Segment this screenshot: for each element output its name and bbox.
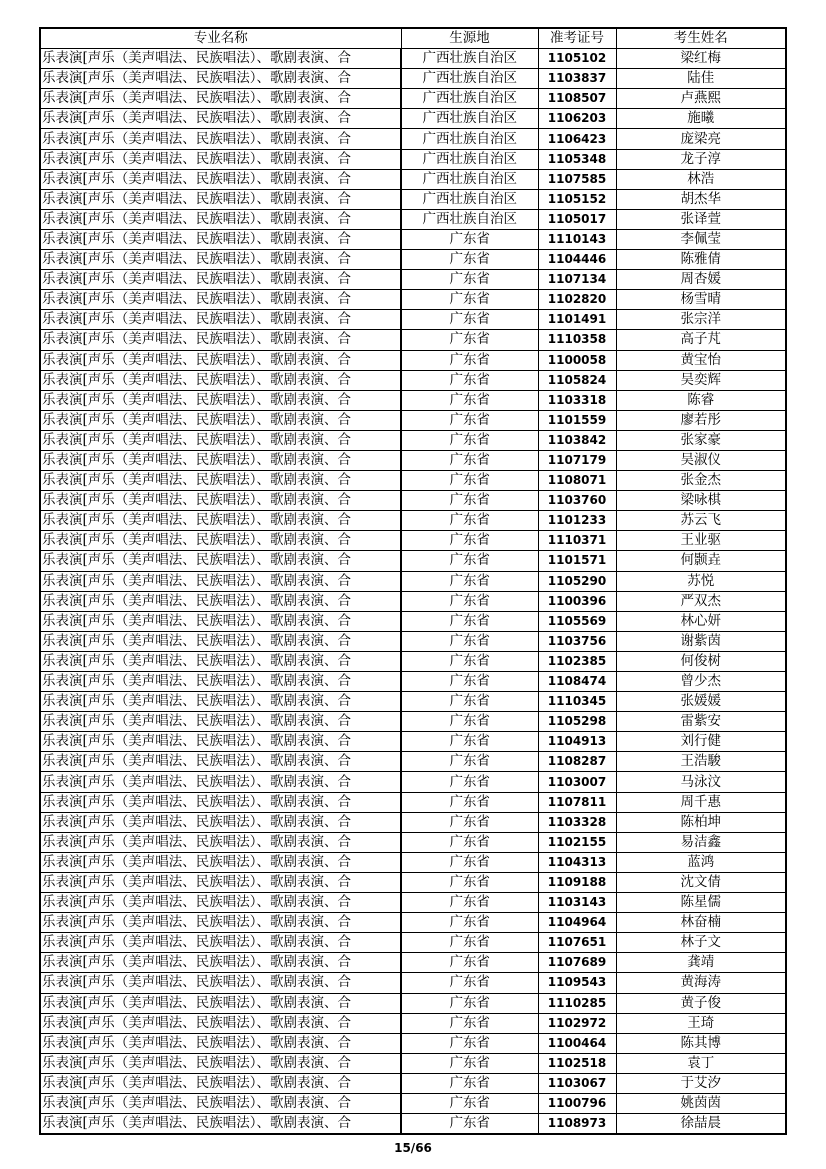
cell-major: 乐表演[声乐（美声唱法、民族唱法）、歌剧表演、合 <box>40 511 401 531</box>
cell-origin: 广东省 <box>401 270 538 290</box>
cell-candidate-name: 杨雪晴 <box>616 290 786 310</box>
cell-ticket-number: 1104313 <box>538 852 616 872</box>
cell-origin: 广东省 <box>401 330 538 350</box>
cell-major: 乐表演[声乐（美声唱法、民族唱法）、歌剧表演、合 <box>40 1114 401 1135</box>
cell-origin: 广西壮族自治区 <box>401 109 538 129</box>
cell-major: 乐表演[声乐（美声唱法、民族唱法）、歌剧表演、合 <box>40 732 401 752</box>
table-row <box>40 672 786 692</box>
cell-major: 乐表演[声乐（美声唱法、民族唱法）、歌剧表演、合 <box>40 49 401 69</box>
cell-major: 乐表演[声乐（美声唱法、民族唱法）、歌剧表演、合 <box>40 1033 401 1053</box>
cell-candidate-name: 陆佳 <box>616 69 786 89</box>
cell-candidate-name: 吴淑仪 <box>616 450 786 470</box>
cell-origin: 广西壮族自治区 <box>401 49 538 69</box>
cell-candidate-name: 易洁鑫 <box>616 832 786 852</box>
cell-origin: 广西壮族自治区 <box>401 169 538 189</box>
table-row <box>40 250 786 270</box>
cell-origin: 广东省 <box>401 591 538 611</box>
cell-candidate-name: 梁咏棋 <box>616 491 786 511</box>
cell-major: 乐表演[声乐（美声唱法、民族唱法）、歌剧表演、合 <box>40 1013 401 1033</box>
table-row <box>40 692 786 712</box>
cell-candidate-name: 龙子淳 <box>616 149 786 169</box>
cell-origin: 广西壮族自治区 <box>401 69 538 89</box>
cell-origin: 广东省 <box>401 953 538 973</box>
cell-major: 乐表演[声乐（美声唱法、民族唱法）、歌剧表演、合 <box>40 973 401 993</box>
cell-ticket-number: 1107179 <box>538 450 616 470</box>
cell-ticket-number: 1108071 <box>538 471 616 491</box>
cell-ticket-number: 1101559 <box>538 410 616 430</box>
table-row <box>40 370 786 390</box>
cell-major: 乐表演[声乐（美声唱法、民族唱法）、歌剧表演、合 <box>40 491 401 511</box>
table-row <box>40 732 786 752</box>
cell-ticket-number: 1105152 <box>538 189 616 209</box>
cell-major: 乐表演[声乐（美声唱法、民族唱法）、歌剧表演、合 <box>40 852 401 872</box>
cell-origin: 广东省 <box>401 832 538 852</box>
cell-ticket-number: 1103756 <box>538 631 616 651</box>
cell-ticket-number: 1100796 <box>538 1093 616 1113</box>
table-row <box>40 229 786 249</box>
table-row <box>40 531 786 551</box>
table-row <box>40 1053 786 1073</box>
cell-ticket-number: 1109543 <box>538 973 616 993</box>
cell-ticket-number: 1103143 <box>538 893 616 913</box>
table-row <box>40 129 786 149</box>
cell-candidate-name: 于艾汐 <box>616 1073 786 1093</box>
cell-major: 乐表演[声乐（美声唱法、民族唱法）、歌剧表演、合 <box>40 350 401 370</box>
table-row <box>40 390 786 410</box>
table-row <box>40 149 786 169</box>
table-row <box>40 571 786 591</box>
cell-origin: 广东省 <box>401 491 538 511</box>
cell-candidate-name: 谢紫茵 <box>616 631 786 651</box>
cell-ticket-number: 1105824 <box>538 370 616 390</box>
cell-ticket-number: 1103328 <box>538 812 616 832</box>
cell-ticket-number: 1110143 <box>538 229 616 249</box>
cell-major: 乐表演[声乐（美声唱法、民族唱法）、歌剧表演、合 <box>40 792 401 812</box>
cell-major: 乐表演[声乐（美声唱法、民族唱法）、歌剧表演、合 <box>40 390 401 410</box>
cell-major: 乐表演[声乐（美声唱法、民族唱法）、歌剧表演、合 <box>40 169 401 189</box>
cell-major: 乐表演[声乐（美声唱法、民族唱法）、歌剧表演、合 <box>40 832 401 852</box>
cell-ticket-number: 1100396 <box>538 591 616 611</box>
cell-major: 乐表演[声乐（美声唱法、民族唱法）、歌剧表演、合 <box>40 129 401 149</box>
table-row <box>40 913 786 933</box>
cell-ticket-number: 1107134 <box>538 270 616 290</box>
table-row <box>40 209 786 229</box>
cell-major: 乐表演[声乐（美声唱法、民族唱法）、歌剧表演、合 <box>40 631 401 651</box>
header-origin: 生源地 <box>401 28 538 49</box>
cell-candidate-name: 高子芃 <box>616 330 786 350</box>
cell-ticket-number: 1101571 <box>538 551 616 571</box>
cell-candidate-name: 徐喆晨 <box>616 1114 786 1135</box>
cell-origin: 广东省 <box>401 611 538 631</box>
table-row <box>40 1093 786 1113</box>
cell-candidate-name: 蓝鸿 <box>616 852 786 872</box>
cell-ticket-number: 1100464 <box>538 1033 616 1053</box>
cell-major: 乐表演[声乐（美声唱法、民族唱法）、歌剧表演、合 <box>40 953 401 973</box>
cell-ticket-number: 1110358 <box>538 330 616 350</box>
table-row <box>40 471 786 491</box>
cell-ticket-number: 1107651 <box>538 933 616 953</box>
table-row <box>40 812 786 832</box>
cell-candidate-name: 雷紫安 <box>616 712 786 732</box>
cell-origin: 广东省 <box>401 812 538 832</box>
cell-candidate-name: 黄子俊 <box>616 993 786 1013</box>
cell-candidate-name: 林子文 <box>616 933 786 953</box>
page-number: 15/66 <box>394 1141 432 1155</box>
table-row <box>40 430 786 450</box>
table-row <box>40 631 786 651</box>
cell-ticket-number: 1103760 <box>538 491 616 511</box>
cell-origin: 广东省 <box>401 1114 538 1135</box>
cell-origin: 广东省 <box>401 571 538 591</box>
table-row <box>40 852 786 872</box>
cell-candidate-name: 王业驱 <box>616 531 786 551</box>
cell-ticket-number: 1104964 <box>538 913 616 933</box>
cell-origin: 广东省 <box>401 772 538 792</box>
table-row <box>40 491 786 511</box>
cell-major: 乐表演[声乐（美声唱法、民族唱法）、歌剧表演、合 <box>40 591 401 611</box>
cell-major: 乐表演[声乐（美声唱法、民族唱法）、歌剧表演、合 <box>40 672 401 692</box>
header-candidate-name: 考生姓名 <box>616 28 786 49</box>
cell-major: 乐表演[声乐（美声唱法、民族唱法）、歌剧表演、合 <box>40 993 401 1013</box>
cell-origin: 广东省 <box>401 1053 538 1073</box>
cell-ticket-number: 1107811 <box>538 792 616 812</box>
table-row <box>40 772 786 792</box>
cell-ticket-number: 1104446 <box>538 250 616 270</box>
cell-candidate-name: 何颢垚 <box>616 551 786 571</box>
table-row <box>40 973 786 993</box>
cell-major: 乐表演[声乐（美声唱法、民族唱法）、歌剧表演、合 <box>40 772 401 792</box>
cell-ticket-number: 1102820 <box>538 290 616 310</box>
cell-origin: 广东省 <box>401 792 538 812</box>
cell-candidate-name: 刘行健 <box>616 732 786 752</box>
cell-origin: 广东省 <box>401 290 538 310</box>
cell-candidate-name: 林心妍 <box>616 611 786 631</box>
cell-ticket-number: 1102155 <box>538 832 616 852</box>
cell-origin: 广东省 <box>401 471 538 491</box>
cell-origin: 广西壮族自治区 <box>401 209 538 229</box>
header-ticket-number: 准考证号 <box>538 28 616 49</box>
cell-major: 乐表演[声乐（美声唱法、民族唱法）、歌剧表演、合 <box>40 531 401 551</box>
table-row <box>40 893 786 913</box>
cell-major: 乐表演[声乐（美声唱法、民族唱法）、歌剧表演、合 <box>40 69 401 89</box>
cell-major: 乐表演[声乐（美声唱法、民族唱法）、歌剧表演、合 <box>40 752 401 772</box>
cell-major: 乐表演[声乐（美声唱法、民族唱法）、歌剧表演、合 <box>40 290 401 310</box>
table-body <box>40 49 786 1135</box>
table-row <box>40 933 786 953</box>
cell-candidate-name: 张媛媛 <box>616 692 786 712</box>
cell-candidate-name: 廖若彤 <box>616 410 786 430</box>
cell-candidate-name: 何俊树 <box>616 651 786 671</box>
cell-candidate-name: 张金杰 <box>616 471 786 491</box>
cell-origin: 广西壮族自治区 <box>401 189 538 209</box>
cell-candidate-name: 林奋楠 <box>616 913 786 933</box>
table-row <box>40 69 786 89</box>
cell-candidate-name: 王浩駿 <box>616 752 786 772</box>
table-row <box>40 953 786 973</box>
cell-candidate-name: 李佩莹 <box>616 229 786 249</box>
cell-candidate-name: 张家豪 <box>616 430 786 450</box>
cell-ticket-number: 1101233 <box>538 511 616 531</box>
cell-ticket-number: 1105017 <box>538 209 616 229</box>
cell-origin: 广东省 <box>401 310 538 330</box>
cell-major: 乐表演[声乐（美声唱法、民族唱法）、歌剧表演、合 <box>40 410 401 430</box>
cell-origin: 广东省 <box>401 933 538 953</box>
cell-origin: 广东省 <box>401 1013 538 1033</box>
table-row <box>40 651 786 671</box>
cell-candidate-name: 马泳汶 <box>616 772 786 792</box>
cell-major: 乐表演[声乐（美声唱法、民族唱法）、歌剧表演、合 <box>40 149 401 169</box>
table-row <box>40 611 786 631</box>
cell-candidate-name: 梁红梅 <box>616 49 786 69</box>
cell-major: 乐表演[声乐（美声唱法、民族唱法）、歌剧表演、合 <box>40 270 401 290</box>
cell-major: 乐表演[声乐（美声唱法、民族唱法）、歌剧表演、合 <box>40 712 401 732</box>
cell-major: 乐表演[声乐（美声唱法、民族唱法）、歌剧表演、合 <box>40 430 401 450</box>
cell-candidate-name: 姚茵茵 <box>616 1093 786 1113</box>
cell-major: 乐表演[声乐（美声唱法、民族唱法）、歌剧表演、合 <box>40 209 401 229</box>
cell-candidate-name: 苏悦 <box>616 571 786 591</box>
cell-origin: 广东省 <box>401 250 538 270</box>
table-row <box>40 1114 786 1135</box>
cell-ticket-number: 1103067 <box>538 1073 616 1093</box>
cell-candidate-name: 庞梁亮 <box>616 129 786 149</box>
cell-ticket-number: 1105290 <box>538 571 616 591</box>
cell-major: 乐表演[声乐（美声唱法、民族唱法）、歌剧表演、合 <box>40 933 401 953</box>
table-row <box>40 872 786 892</box>
cell-major: 乐表演[声乐（美声唱法、民族唱法）、歌剧表演、合 <box>40 229 401 249</box>
cell-origin: 广东省 <box>401 872 538 892</box>
cell-candidate-name: 曾少杰 <box>616 672 786 692</box>
cell-candidate-name: 施曦 <box>616 109 786 129</box>
cell-candidate-name: 吴奕辉 <box>616 370 786 390</box>
cell-major: 乐表演[声乐（美声唱法、民族唱法）、歌剧表演、合 <box>40 611 401 631</box>
cell-ticket-number: 1108287 <box>538 752 616 772</box>
cell-major: 乐表演[声乐（美声唱法、民族唱法）、歌剧表演、合 <box>40 250 401 270</box>
cell-ticket-number: 1110345 <box>538 692 616 712</box>
cell-candidate-name: 黄宝怡 <box>616 350 786 370</box>
cell-ticket-number: 1102385 <box>538 651 616 671</box>
cell-candidate-name: 苏云飞 <box>616 511 786 531</box>
cell-origin: 广东省 <box>401 752 538 772</box>
cell-ticket-number: 1103837 <box>538 69 616 89</box>
cell-candidate-name: 黄海涛 <box>616 973 786 993</box>
cell-candidate-name: 胡杰华 <box>616 189 786 209</box>
cell-candidate-name: 陈柏坤 <box>616 812 786 832</box>
cell-ticket-number: 1105569 <box>538 611 616 631</box>
cell-candidate-name: 周千惠 <box>616 792 786 812</box>
cell-origin: 广东省 <box>401 692 538 712</box>
cell-major: 乐表演[声乐（美声唱法、民族唱法）、歌剧表演、合 <box>40 370 401 390</box>
cell-candidate-name: 周杏媛 <box>616 270 786 290</box>
cell-ticket-number: 1110285 <box>538 993 616 1013</box>
cell-origin: 广西壮族自治区 <box>401 149 538 169</box>
cell-ticket-number: 1103842 <box>538 430 616 450</box>
cell-major: 乐表演[声乐（美声唱法、民族唱法）、歌剧表演、合 <box>40 330 401 350</box>
header-major: 专业名称 <box>40 28 401 49</box>
cell-origin: 广东省 <box>401 1093 538 1113</box>
table-row <box>40 350 786 370</box>
table-header-row <box>40 28 786 49</box>
cell-ticket-number: 1102972 <box>538 1013 616 1033</box>
cell-major: 乐表演[声乐（美声唱法、民族唱法）、歌剧表演、合 <box>40 450 401 470</box>
cell-ticket-number: 1105298 <box>538 712 616 732</box>
cell-ticket-number: 1107689 <box>538 953 616 973</box>
cell-ticket-number: 1108507 <box>538 89 616 109</box>
table-row <box>40 89 786 109</box>
table-row <box>40 330 786 350</box>
cell-candidate-name: 卢燕熙 <box>616 89 786 109</box>
cell-origin: 广东省 <box>401 350 538 370</box>
cell-origin: 广东省 <box>401 390 538 410</box>
cell-major: 乐表演[声乐（美声唱法、民族唱法）、歌剧表演、合 <box>40 471 401 491</box>
cell-candidate-name: 沈文倩 <box>616 872 786 892</box>
cell-ticket-number: 1104913 <box>538 732 616 752</box>
cell-candidate-name: 张译萱 <box>616 209 786 229</box>
table-row <box>40 169 786 189</box>
table-row <box>40 1073 786 1093</box>
cell-major: 乐表演[声乐（美声唱法、民族唱法）、歌剧表演、合 <box>40 893 401 913</box>
cell-origin: 广东省 <box>401 973 538 993</box>
cell-ticket-number: 1107585 <box>538 169 616 189</box>
table-row <box>40 591 786 611</box>
table-row <box>40 450 786 470</box>
cell-origin: 广东省 <box>401 1033 538 1053</box>
cell-origin: 广东省 <box>401 993 538 1013</box>
cell-candidate-name: 袁丁 <box>616 1053 786 1073</box>
cell-major: 乐表演[声乐（美声唱法、民族唱法）、歌剧表演、合 <box>40 571 401 591</box>
cell-origin: 广西壮族自治区 <box>401 89 538 109</box>
cell-ticket-number: 1105102 <box>538 49 616 69</box>
cell-major: 乐表演[声乐（美声唱法、民族唱法）、歌剧表演、合 <box>40 1053 401 1073</box>
cell-candidate-name: 严双杰 <box>616 591 786 611</box>
cell-major: 乐表演[声乐（美声唱法、民族唱法）、歌剧表演、合 <box>40 89 401 109</box>
table-row <box>40 310 786 330</box>
cell-origin: 广东省 <box>401 511 538 531</box>
cell-origin: 广东省 <box>401 551 538 571</box>
cell-candidate-name: 龚靖 <box>616 953 786 973</box>
cell-candidate-name: 林浩 <box>616 169 786 189</box>
table-row <box>40 511 786 531</box>
table-row <box>40 49 786 69</box>
cell-origin: 广东省 <box>401 651 538 671</box>
cell-major: 乐表演[声乐（美声唱法、民族唱法）、歌剧表演、合 <box>40 651 401 671</box>
cell-origin: 广西壮族自治区 <box>401 129 538 149</box>
cell-origin: 广东省 <box>401 712 538 732</box>
cell-origin: 广东省 <box>401 672 538 692</box>
cell-ticket-number: 1108474 <box>538 672 616 692</box>
cell-ticket-number: 1109188 <box>538 872 616 892</box>
table-row <box>40 551 786 571</box>
cell-candidate-name: 张宗洋 <box>616 310 786 330</box>
cell-origin: 广东省 <box>401 852 538 872</box>
table-row <box>40 410 786 430</box>
table-row <box>40 712 786 732</box>
cell-origin: 广东省 <box>401 531 538 551</box>
cell-ticket-number: 1102518 <box>538 1053 616 1073</box>
cell-origin: 广东省 <box>401 430 538 450</box>
cell-candidate-name: 陈星儒 <box>616 893 786 913</box>
cell-origin: 广东省 <box>401 893 538 913</box>
cell-origin: 广东省 <box>401 1073 538 1093</box>
cell-major: 乐表演[声乐（美声唱法、民族唱法）、歌剧表演、合 <box>40 551 401 571</box>
cell-major: 乐表演[声乐（美声唱法、民族唱法）、歌剧表演、合 <box>40 1073 401 1093</box>
table-row <box>40 109 786 129</box>
cell-candidate-name: 陈睿 <box>616 390 786 410</box>
cell-major: 乐表演[声乐（美声唱法、民族唱法）、歌剧表演、合 <box>40 310 401 330</box>
cell-ticket-number: 1100058 <box>538 350 616 370</box>
candidate-table-container <box>39 27 785 1135</box>
cell-ticket-number: 1108973 <box>538 1114 616 1135</box>
cell-candidate-name: 陈雅倩 <box>616 250 786 270</box>
table-row <box>40 290 786 310</box>
table-row <box>40 993 786 1013</box>
cell-ticket-number: 1110371 <box>538 531 616 551</box>
cell-major: 乐表演[声乐（美声唱法、民族唱法）、歌剧表演、合 <box>40 872 401 892</box>
table-row <box>40 189 786 209</box>
cell-origin: 广东省 <box>401 450 538 470</box>
cell-ticket-number: 1103007 <box>538 772 616 792</box>
cell-origin: 广东省 <box>401 370 538 390</box>
cell-origin: 广东省 <box>401 410 538 430</box>
cell-major: 乐表演[声乐（美声唱法、民族唱法）、歌剧表演、合 <box>40 189 401 209</box>
cell-origin: 广东省 <box>401 913 538 933</box>
cell-origin: 广东省 <box>401 631 538 651</box>
cell-ticket-number: 1101491 <box>538 310 616 330</box>
cell-major: 乐表演[声乐（美声唱法、民族唱法）、歌剧表演、合 <box>40 913 401 933</box>
table-row <box>40 270 786 290</box>
table-row <box>40 752 786 772</box>
cell-major: 乐表演[声乐（美声唱法、民族唱法）、歌剧表演、合 <box>40 692 401 712</box>
table-row <box>40 832 786 852</box>
cell-origin: 广东省 <box>401 229 538 249</box>
cell-major: 乐表演[声乐（美声唱法、民族唱法）、歌剧表演、合 <box>40 109 401 129</box>
table-row <box>40 1033 786 1053</box>
cell-major: 乐表演[声乐（美声唱法、民族唱法）、歌剧表演、合 <box>40 812 401 832</box>
cell-ticket-number: 1105348 <box>538 149 616 169</box>
cell-ticket-number: 1103318 <box>538 390 616 410</box>
cell-ticket-number: 1106203 <box>538 109 616 129</box>
cell-ticket-number: 1106423 <box>538 129 616 149</box>
cell-origin: 广东省 <box>401 732 538 752</box>
candidate-table <box>39 27 787 1135</box>
table-row <box>40 792 786 812</box>
cell-candidate-name: 王琦 <box>616 1013 786 1033</box>
table-row <box>40 1013 786 1033</box>
cell-candidate-name: 陈其博 <box>616 1033 786 1053</box>
cell-major: 乐表演[声乐（美声唱法、民族唱法）、歌剧表演、合 <box>40 1093 401 1113</box>
